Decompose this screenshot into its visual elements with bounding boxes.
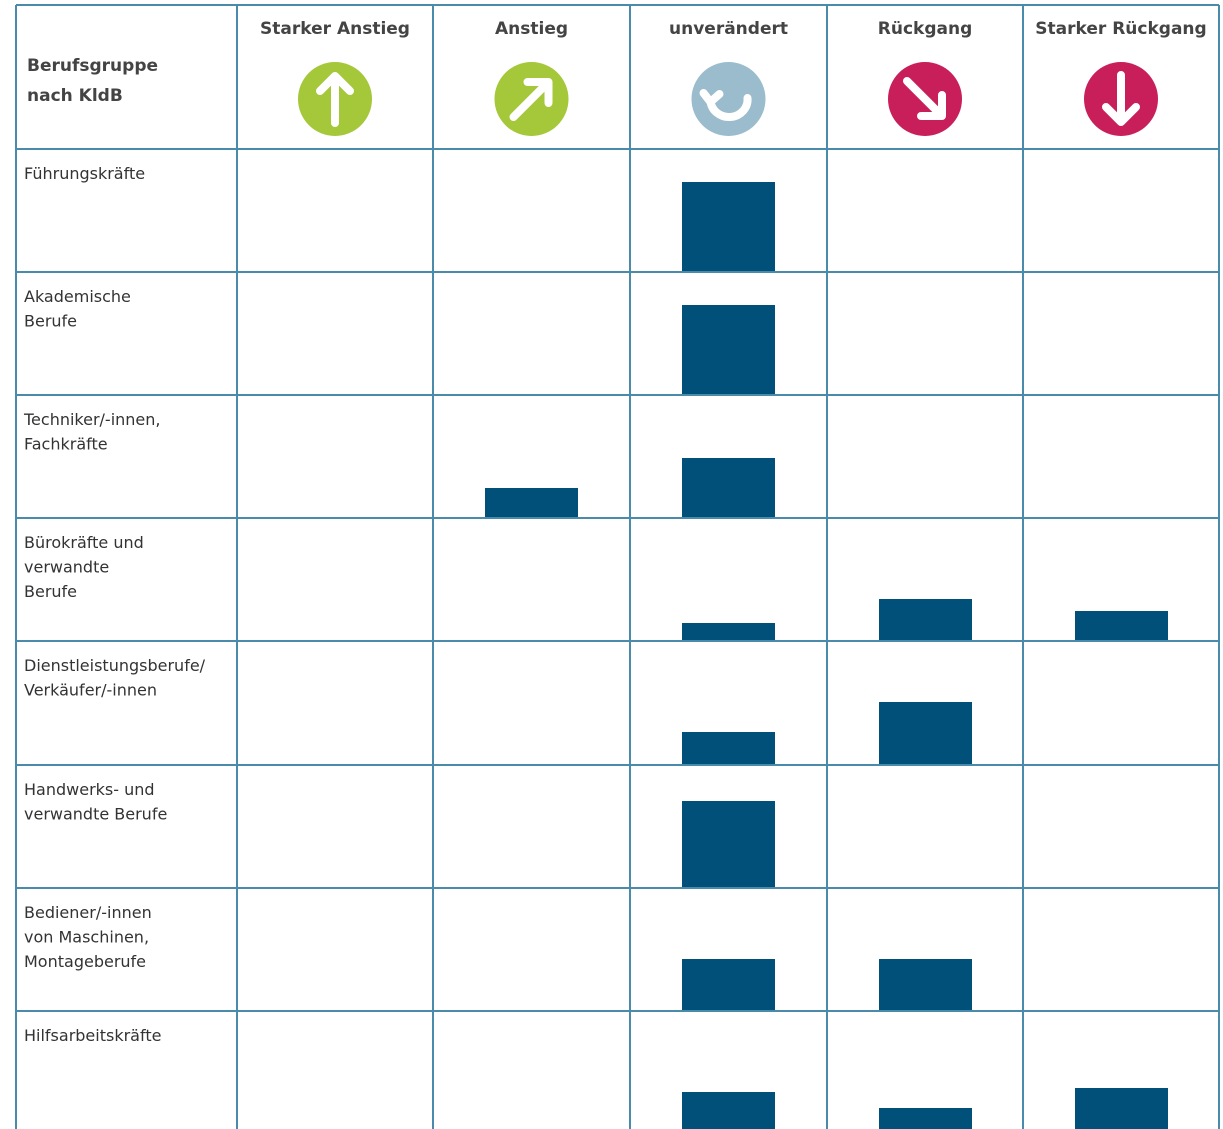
- row-label-8-line-1: Hilfsarbeitskräfte: [24, 1026, 162, 1045]
- column-header-5: Starker Rückgang: [1035, 19, 1207, 39]
- column-header-3: unverändert: [669, 19, 788, 39]
- row-label-3-line-2: Fachkräfte: [24, 434, 108, 454]
- column-headers: [260, 19, 1207, 136]
- row-label-7-line-1: Bediener/-innen: [24, 903, 152, 922]
- bar-row-5-col-3: [682, 732, 775, 765]
- bar-row-4-col-5: [1075, 611, 1168, 641]
- row-label-7-line-3: Montageberufe: [24, 952, 147, 971]
- row-label-4-line-2: verwandte: [24, 557, 110, 577]
- bar-row-2-col-3: [682, 305, 775, 395]
- row-label-1-line-1: Führungskräfte: [24, 164, 146, 183]
- grid-lines: [16, 5, 1219, 1129]
- unchanged-curve-icon: [692, 62, 766, 136]
- bar-row-7-col-4: [879, 959, 972, 1011]
- bar-row-8-col-4: [879, 1108, 972, 1129]
- column-header-4: Rückgang: [877, 19, 973, 39]
- arrow-up-right-icon: [495, 62, 569, 136]
- bar-row-7-col-3: [682, 959, 775, 1011]
- row-label-7-line-2: von Maschinen,: [24, 927, 150, 947]
- row-header-line-1: Berufsgruppe: [27, 56, 159, 76]
- row-header-line-2: nach KldB: [27, 86, 123, 106]
- bar-row-5-col-4: [879, 702, 972, 765]
- bar-row-8-col-5: [1075, 1088, 1168, 1129]
- header-row: [27, 56, 158, 106]
- row-label-2-line-2: Berufe: [24, 311, 78, 331]
- row-label-3-line-1: Techniker/-innen,: [24, 410, 161, 429]
- bar-row-1-col-3: [682, 182, 775, 272]
- row-label-6-line-1: Handwerks- und: [24, 780, 155, 799]
- bar-row-4-col-3: [682, 623, 775, 641]
- row-label-4-line-1: Bürokräfte und: [24, 533, 144, 552]
- row-label-5-line-2: Verkäufer/-innen: [24, 680, 157, 700]
- arrow-up-icon: [298, 62, 372, 136]
- column-header-2: Anstieg: [494, 19, 569, 39]
- row-label-5-line-1: Dienstleistungsberufe/: [24, 656, 206, 675]
- row-label-6-line-2: verwandte Berufe: [24, 804, 168, 824]
- row-label-4-line-3: Berufe: [24, 582, 78, 601]
- bar-row-6-col-3: [682, 801, 775, 888]
- bar-row-4-col-4: [879, 599, 972, 641]
- row-label-2-line-1: Akademische: [24, 287, 131, 306]
- row-labels: [23, 164, 206, 1045]
- bar-row-3-col-2: [485, 488, 578, 518]
- bar-row-3-col-3: [682, 458, 775, 518]
- arrow-down-right-icon: [888, 62, 962, 136]
- column-header-1: Starker Anstieg: [260, 19, 410, 39]
- arrow-down-icon: [1084, 62, 1158, 136]
- bar-row-8-col-3: [682, 1092, 775, 1129]
